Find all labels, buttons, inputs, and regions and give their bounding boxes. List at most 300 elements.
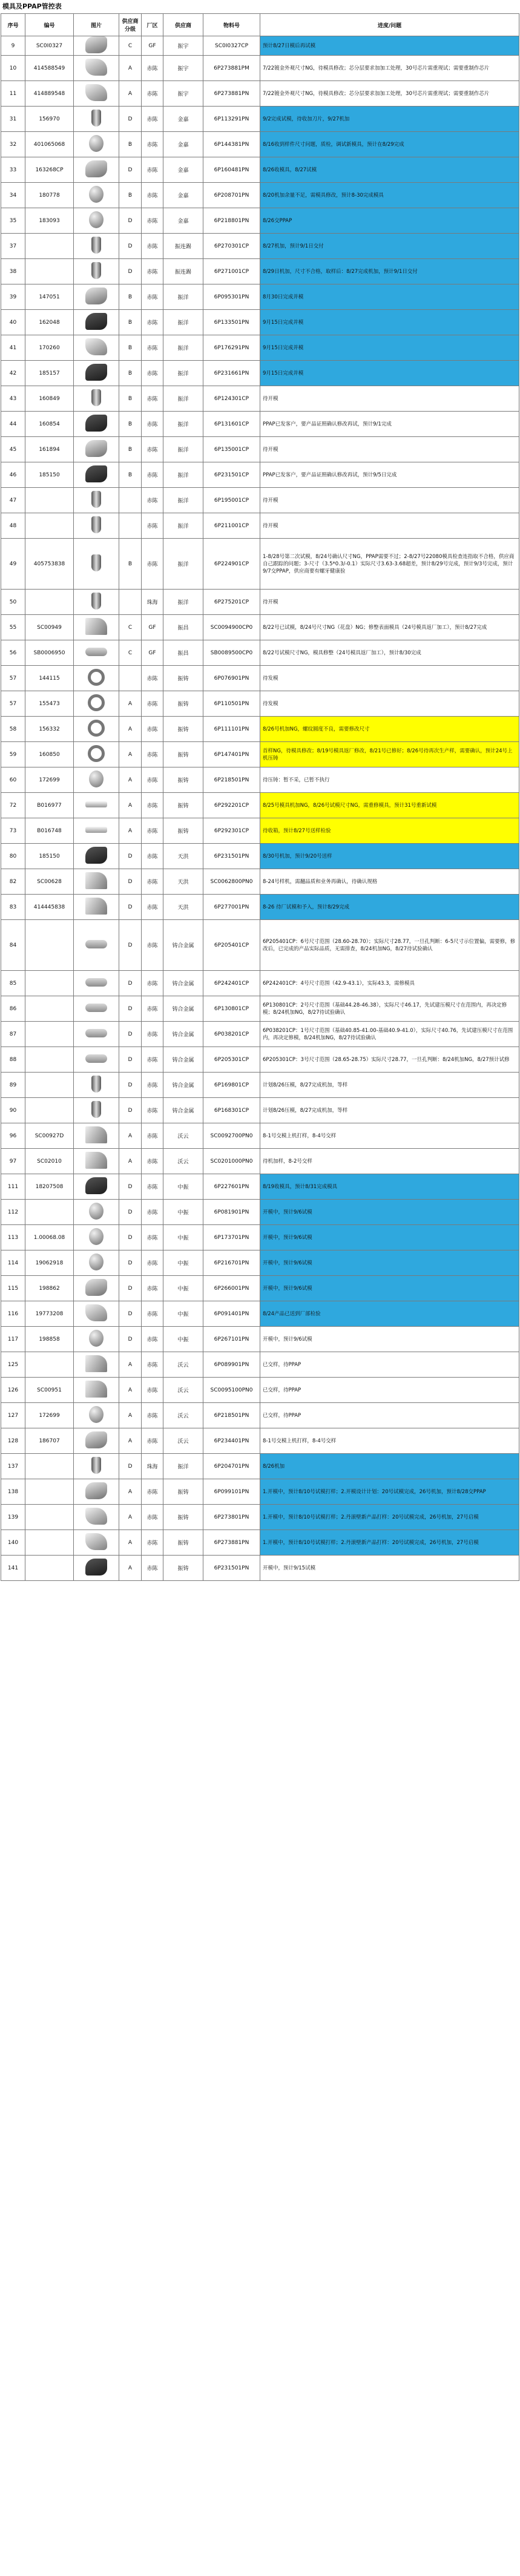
row-part-number: 6P234401PN [203, 1428, 260, 1454]
row-plant: 赤陈 [142, 1174, 163, 1200]
table-row [1, 157, 519, 183]
row-seq: 128 [1, 1428, 25, 1454]
row-supplier-level: A [119, 1352, 142, 1378]
row-supplier-level: A [119, 1428, 142, 1454]
row-progress: 待开模 [260, 488, 519, 513]
row-seq: 73 [1, 818, 25, 844]
table-row [1, 615, 519, 640]
row-seq: 41 [1, 335, 25, 361]
row-plant: 赤陈 [142, 1428, 163, 1454]
dark-part-image [85, 847, 107, 864]
row-plant: 赤陈 [142, 462, 163, 488]
row-progress: 已交样，待PPAP [260, 1403, 519, 1428]
row-picture [74, 462, 119, 488]
spout-part-image [85, 1381, 107, 1398]
row-part-number: 6P242401CP [203, 971, 260, 996]
table-row [1, 1225, 519, 1250]
row-progress: 6P205301CP：3号尺寸范围（28.65-28.75）实际尺寸28.77，一旦孔判断：8/24机加NG，8/27预计试修 [260, 1047, 519, 1073]
row-supplier: 中振 [163, 1301, 203, 1327]
row-code: 185150 [25, 462, 74, 488]
row-part-number: 6P292301CP [203, 818, 260, 844]
row-part-number: 6P205301CP [203, 1047, 260, 1073]
row-part-number: 6P130801CP [203, 996, 260, 1022]
ring-part-image [85, 720, 107, 737]
row-picture [74, 107, 119, 132]
row-supplier: 沃云 [163, 1149, 203, 1174]
row-supplier: 振洋 [163, 284, 203, 310]
knob-part-image [85, 135, 107, 152]
row-supplier: 振洋 [163, 361, 203, 386]
row-supplier: 振昌 [163, 615, 203, 640]
row-seq: 137 [1, 1454, 25, 1479]
plate-part-image [85, 974, 107, 991]
header-picture: 图片 [74, 14, 119, 36]
table-row [1, 335, 519, 361]
row-supplier-level: A [119, 767, 142, 793]
row-supplier: 天洪 [163, 869, 203, 895]
row-supplier: 振洋 [163, 462, 203, 488]
row-progress: 待开模 [260, 590, 519, 615]
row-seq: 112 [1, 1200, 25, 1225]
cartridge-shape [91, 1076, 101, 1092]
cartridge-part-image [85, 1101, 107, 1118]
table-row [1, 1123, 519, 1149]
row-seq: 58 [1, 717, 25, 742]
row-plant: 赤陈 [142, 844, 163, 869]
row-code [25, 1505, 74, 1530]
table-row [1, 793, 519, 818]
row-seq: 116 [1, 1301, 25, 1327]
row-picture [74, 844, 119, 869]
cartridge-part-image [85, 516, 107, 533]
row-part-number: 6P169801CP [203, 1073, 260, 1098]
row-seq: 44 [1, 412, 25, 437]
row-supplier: 铸合金属 [163, 971, 203, 996]
row-code: 160850 [25, 742, 74, 767]
row-supplier: 中振 [163, 1327, 203, 1352]
table-row [1, 869, 519, 895]
row-seq: 115 [1, 1276, 25, 1301]
row-plant: 赤陈 [142, 971, 163, 996]
row-part-number: 6P076901PN [203, 666, 260, 691]
row-part-number: 6P216701PN [203, 1250, 260, 1276]
plate-part-image [85, 643, 107, 660]
row-supplier-level [119, 590, 142, 615]
row-supplier-level [119, 666, 142, 691]
table-row [1, 462, 519, 488]
row-supplier: 振铸 [163, 1479, 203, 1505]
row-seq: 85 [1, 971, 25, 996]
row-picture [74, 767, 119, 793]
table-row [1, 284, 519, 310]
row-progress: 预计8/27日模后再试模 [260, 36, 519, 56]
row-picture [74, 1073, 119, 1098]
row-progress: 8/22号已试模，8/24号尺寸NG（花盘）NG；修整表面模具（24号模具返厂加工），预计8/27完成 [260, 615, 519, 640]
knob-shape [89, 211, 104, 228]
row-supplier-level: D [119, 208, 142, 234]
long-shape [85, 827, 107, 833]
row-part-number: 6P271001CP [203, 259, 260, 284]
table-row [1, 1149, 519, 1174]
row-plant: 赤陈 [142, 284, 163, 310]
spout-part-image [85, 1152, 107, 1169]
row-progress: 8-26 待厂试模和予入，预计8/29完成 [260, 895, 519, 920]
row-supplier-level: A [119, 717, 142, 742]
row-progress: 待开模 [260, 386, 519, 412]
row-seq: 37 [1, 234, 25, 259]
cartridge-shape [91, 110, 101, 126]
row-picture [74, 412, 119, 437]
row-picture [74, 615, 119, 640]
row-seq: 59 [1, 742, 25, 767]
row-progress: 1-8/28号第二次试模，8/24号确认尺寸NG，PPAP需要不过；2-8/27号22080模具检查连指取不合格，供应商自己跟踪的问题；3-尺寸（3.5*0.3/-0.1）实际尺寸3.63-3.68超差，预计8/29号完成，预计9/3号完成，预计9/7交PPAP，供应商要有螺牙健康验 [260, 539, 519, 590]
row-supplier-level: A [119, 1123, 142, 1149]
row-plant: 赤陈 [142, 767, 163, 793]
table-row [1, 590, 519, 615]
lever-part-image [85, 1533, 107, 1550]
row-code [25, 1073, 74, 1098]
row-supplier-level: D [119, 971, 142, 996]
row-seq: 111 [1, 1174, 25, 1200]
row-plant: 赤陈 [142, 1022, 163, 1047]
row-progress: 待压铸：暂不采，已暂不执行 [260, 767, 519, 793]
row-part-number: 6P270301CP [203, 234, 260, 259]
row-supplier-level: D [119, 895, 142, 920]
row-supplier: 沃云 [163, 1428, 203, 1454]
row-plant: 赤陈 [142, 157, 163, 183]
row-plant: 赤陈 [142, 1301, 163, 1327]
row-supplier-level: A [119, 1378, 142, 1403]
row-picture [74, 640, 119, 666]
row-part-number: SC0062800PN0 [203, 869, 260, 895]
row-supplier: 沃云 [163, 1403, 203, 1428]
long-part-image [85, 796, 107, 813]
row-part-number: SB0089500CP0 [203, 640, 260, 666]
plate-shape [85, 978, 107, 987]
row-progress: 8/26机加 [260, 1454, 519, 1479]
row-supplier: 铸合金属 [163, 1047, 203, 1073]
row-plant: 赤陈 [142, 818, 163, 844]
row-part-number: 6P111101PN [203, 717, 260, 742]
row-seq: 31 [1, 107, 25, 132]
row-code [25, 1352, 74, 1378]
row-progress: 待收箱，预计8/27号送样检验 [260, 818, 519, 844]
row-plant: 赤陈 [142, 513, 163, 539]
row-seq: 84 [1, 920, 25, 971]
cartridge-part-image [85, 389, 107, 406]
row-seq: 57 [1, 691, 25, 717]
row-part-number: 6P038201CP [203, 1022, 260, 1047]
row-supplier-level: D [119, 1047, 142, 1073]
row-plant: 赤陈 [142, 869, 163, 895]
row-code: 18207508 [25, 1174, 74, 1200]
row-part-number: 6P273881PM [203, 56, 260, 81]
row-supplier: 金嘉 [163, 183, 203, 208]
handle-part-image [85, 1279, 107, 1296]
table-row [1, 386, 519, 412]
row-part-number: 6P160481PN [203, 157, 260, 183]
row-plant: 赤陈 [142, 259, 163, 284]
row-code: 401065068 [25, 132, 74, 157]
long-shape [85, 801, 107, 807]
row-progress: 8/20机加余量不足，需模具修改，预计8-30完成模具 [260, 183, 519, 208]
dark-shape [85, 364, 107, 381]
lever-part-image [85, 338, 107, 355]
row-code: 414445838 [25, 895, 74, 920]
lever-part-image [85, 1508, 107, 1525]
row-part-number: 6P211001CP [203, 513, 260, 539]
row-seq: 88 [1, 1047, 25, 1073]
table-row [1, 895, 519, 920]
row-plant: 赤陈 [142, 895, 163, 920]
row-supplier-level: A [119, 1149, 142, 1174]
row-supplier-level: D [119, 157, 142, 183]
row-seq: 33 [1, 157, 25, 183]
lever-part-image [85, 84, 107, 101]
dark-part-image [85, 1177, 107, 1194]
table-row [1, 742, 519, 767]
knob-shape [89, 1406, 104, 1423]
row-part-number: 6P095301PN [203, 284, 260, 310]
lever-shape [85, 338, 107, 355]
row-picture [74, 895, 119, 920]
row-code: 162048 [25, 310, 74, 335]
row-supplier: 振铸 [163, 793, 203, 818]
table-row [1, 691, 519, 717]
row-plant: 赤陈 [142, 132, 163, 157]
ring-shape [88, 669, 105, 686]
row-part-number: 6P091401PN [203, 1301, 260, 1327]
row-progress: 8/16收到样件尺寸问题，质检，调试新模具，预计在8/29完成 [260, 132, 519, 157]
lever-shape [85, 59, 107, 76]
row-plant: 赤陈 [142, 539, 163, 590]
row-plant: 赤陈 [142, 361, 163, 386]
row-seq: 114 [1, 1250, 25, 1276]
row-code: 160849 [25, 386, 74, 412]
row-supplier-level: D [119, 1327, 142, 1352]
row-part-number: 6P277001PN [203, 895, 260, 920]
spout-shape [85, 1355, 107, 1372]
handle-shape [85, 288, 107, 304]
handle-part-image [85, 288, 107, 304]
row-progress: 已交样，待PPAP [260, 1352, 519, 1378]
header-row [1, 14, 519, 36]
row-progress: 8/26号机加NG，螺纹圆度不良，需要修改尺寸 [260, 717, 519, 742]
row-supplier: 金嘉 [163, 132, 203, 157]
row-picture [74, 1327, 119, 1352]
row-supplier-level [119, 513, 142, 539]
row-supplier-level: D [119, 1200, 142, 1225]
row-picture [74, 1174, 119, 1200]
dark-shape [85, 313, 107, 330]
row-part-number: 6P231501CP [203, 462, 260, 488]
row-code [25, 590, 74, 615]
row-part-number: 6P176291PN [203, 335, 260, 361]
handle-part-image [85, 1482, 107, 1499]
row-supplier-level: B [119, 132, 142, 157]
ring-shape [88, 694, 105, 711]
row-seq: 86 [1, 996, 25, 1022]
row-code: SC02010 [25, 1149, 74, 1174]
row-picture [74, 1098, 119, 1123]
row-part-number: 6P227601PN [203, 1174, 260, 1200]
row-seq: 46 [1, 462, 25, 488]
row-supplier-level: A [119, 793, 142, 818]
row-supplier: 振铸 [163, 767, 203, 793]
spout-shape [85, 872, 107, 889]
row-seq: 87 [1, 1022, 25, 1047]
table-row [1, 132, 519, 157]
table-row [1, 56, 519, 81]
row-seq: 82 [1, 869, 25, 895]
row-supplier: 振昌 [163, 640, 203, 666]
knob-part-image [85, 770, 107, 787]
row-code: 414889548 [25, 81, 74, 107]
row-supplier: 铸合金属 [163, 996, 203, 1022]
row-picture [74, 1479, 119, 1505]
cartridge-part-image [85, 1457, 107, 1474]
row-supplier: 天洪 [163, 895, 203, 920]
row-seq: 80 [1, 844, 25, 869]
row-seq: 139 [1, 1505, 25, 1530]
row-seq: 32 [1, 132, 25, 157]
row-supplier: 振洋 [163, 590, 203, 615]
cartridge-part-image [85, 110, 107, 126]
cartridge-part-image [85, 1076, 107, 1092]
row-code [25, 1530, 74, 1556]
spout-part-image [85, 618, 107, 635]
cartridge-shape [91, 262, 101, 279]
knob-shape [89, 1254, 104, 1270]
row-supplier: 金嘉 [163, 107, 203, 132]
row-part-number: 6P135001CP [203, 437, 260, 462]
row-plant: 赤陈 [142, 666, 163, 691]
row-part-number: 6P131601CP [203, 412, 260, 437]
cartridge-shape [91, 516, 101, 533]
knob-shape [89, 1330, 104, 1347]
row-picture [74, 386, 119, 412]
row-progress: 待发模 [260, 691, 519, 717]
row-code: 170260 [25, 335, 74, 361]
cartridge-part-image [85, 262, 107, 279]
row-code: 172699 [25, 1403, 74, 1428]
row-supplier: 振铸 [163, 742, 203, 767]
lever-part-image [85, 1304, 107, 1321]
row-picture [74, 869, 119, 895]
row-picture [74, 157, 119, 183]
cartridge-part-image [85, 593, 107, 610]
row-seq: 47 [1, 488, 25, 513]
row-code [25, 259, 74, 284]
row-seq: 11 [1, 81, 25, 107]
row-plant: GF [142, 640, 163, 666]
row-seq: 43 [1, 386, 25, 412]
lever-shape [85, 84, 107, 101]
dark-shape [85, 1559, 107, 1576]
row-picture [74, 793, 119, 818]
row-supplier: 中振 [163, 1174, 203, 1200]
row-seq: 96 [1, 1123, 25, 1149]
row-plant: 赤陈 [142, 488, 163, 513]
cartridge-part-image [85, 554, 107, 571]
row-supplier: 振洋 [163, 386, 203, 412]
row-code: 185150 [25, 844, 74, 869]
row-supplier: 铸合金属 [163, 1098, 203, 1123]
plate-shape [85, 940, 107, 948]
row-picture [74, 717, 119, 742]
row-plant: 赤陈 [142, 234, 163, 259]
row-picture [74, 590, 119, 615]
plate-shape [85, 1029, 107, 1037]
row-code: 160854 [25, 412, 74, 437]
row-supplier: 振洋 [163, 1454, 203, 1479]
table-row [1, 1200, 519, 1225]
row-supplier: 铸合金属 [163, 920, 203, 971]
row-code: 185157 [25, 361, 74, 386]
table-row [1, 539, 519, 590]
row-part-number: 6P144381PN [203, 132, 260, 157]
row-progress: 8-1号交模上机打样，8-4号交样 [260, 1428, 519, 1454]
row-supplier-level: D [119, 1454, 142, 1479]
ring-part-image [85, 694, 107, 711]
row-code: 156332 [25, 717, 74, 742]
row-supplier-level: A [119, 691, 142, 717]
row-picture [74, 996, 119, 1022]
row-progress: 待开模 [260, 513, 519, 539]
row-plant: 赤陈 [142, 1047, 163, 1073]
row-plant: 赤陈 [142, 1276, 163, 1301]
row-progress: 6P038201CP：1号尺寸范围（基础40.85-41.00-基础40.9-41.0），实际尺寸40.76，先试建压模尺寸在范围内，再决定修模，8/24机加NG，8/27待试验确认 [260, 1022, 519, 1047]
row-supplier: 振铸 [163, 1530, 203, 1556]
row-supplier: 振连踢 [163, 234, 203, 259]
row-supplier-level: D [119, 996, 142, 1022]
spout-shape [85, 898, 107, 915]
table-row [1, 310, 519, 335]
row-picture [74, 1378, 119, 1403]
dark-part-image [85, 1559, 107, 1576]
dark-part-image [85, 313, 107, 330]
row-supplier-level: A [119, 1479, 142, 1505]
row-code: SC00949 [25, 615, 74, 640]
row-supplier-level: B [119, 284, 142, 310]
row-code: 163268CP [25, 157, 74, 183]
dark-part-image [85, 465, 107, 482]
row-progress: PPAP已发客户，要产品证照确认修改再试，预计9/1完成 [260, 412, 519, 437]
handle-part-image [85, 440, 107, 457]
row-plant: 赤陈 [142, 1098, 163, 1123]
row-supplier: 中振 [163, 1200, 203, 1225]
row-plant: 赤陈 [142, 691, 163, 717]
row-code: SC00951 [25, 1378, 74, 1403]
row-supplier: 沃云 [163, 1378, 203, 1403]
row-code: 19773208 [25, 1301, 74, 1327]
row-picture [74, 132, 119, 157]
table-row [1, 996, 519, 1022]
table-row [1, 36, 519, 56]
row-supplier-level: B [119, 183, 142, 208]
table-row [1, 1250, 519, 1276]
row-supplier-level: D [119, 869, 142, 895]
spout-shape [85, 1152, 107, 1169]
table-row [1, 234, 519, 259]
row-plant: 赤陈 [142, 1200, 163, 1225]
row-code [25, 971, 74, 996]
row-part-number: SC0I0327CP [203, 36, 260, 56]
row-part-number: SC0092700PN0 [203, 1123, 260, 1149]
row-supplier-level: D [119, 920, 142, 971]
row-code: 156970 [25, 107, 74, 132]
row-supplier: 沃云 [163, 1352, 203, 1378]
